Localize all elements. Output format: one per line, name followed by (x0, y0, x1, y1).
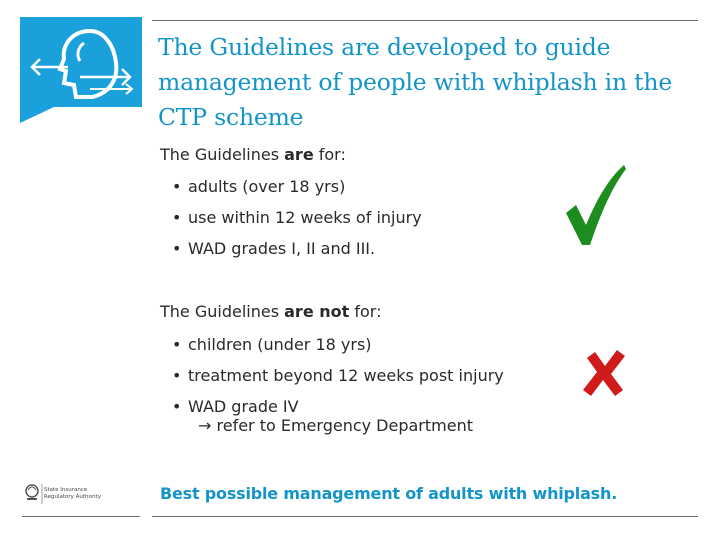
list-item: • adults (over 18 yrs) (172, 177, 422, 196)
are-for-lead (160, 145, 346, 164)
check-icon (564, 163, 626, 247)
are-not-for-list (172, 335, 504, 447)
list-item-text: WAD grade IV (188, 397, 299, 416)
bottom-left-divider (22, 516, 140, 517)
list-item: • treatment beyond 12 weeks post injury (172, 366, 504, 385)
lead-text: for: (313, 145, 346, 164)
lead-text: The Guidelines (160, 302, 285, 321)
top-divider (152, 20, 698, 21)
lead-text: for: (349, 302, 382, 321)
bottom-divider (152, 516, 698, 517)
cross-icon (583, 350, 627, 396)
sub-item: → refer to Emergency Department (198, 416, 473, 435)
are-for-list (172, 177, 422, 270)
list-item: • children (under 18 yrs) (172, 335, 504, 354)
list-item (172, 397, 504, 435)
org-line: Regulatory Authority (44, 494, 102, 500)
are-not-for-lead (160, 302, 381, 321)
footer-tagline: Best possible management of adults with whiplash. (160, 484, 618, 503)
list-item: • WAD grades I, II and III. (172, 239, 422, 258)
lead-text: The Guidelines (160, 145, 285, 164)
list-item: • use within 12 weeks of injury (172, 208, 422, 227)
lead-emphasis: are (284, 145, 314, 164)
slide-title: The Guidelines are developed to guide management of people with whiplash in the CTP scheme (158, 33, 673, 131)
org-name (44, 487, 101, 501)
org-line: State Insurance (44, 487, 88, 493)
head-arrows-icon (20, 17, 142, 123)
lead-emphasis: are not (284, 302, 350, 321)
